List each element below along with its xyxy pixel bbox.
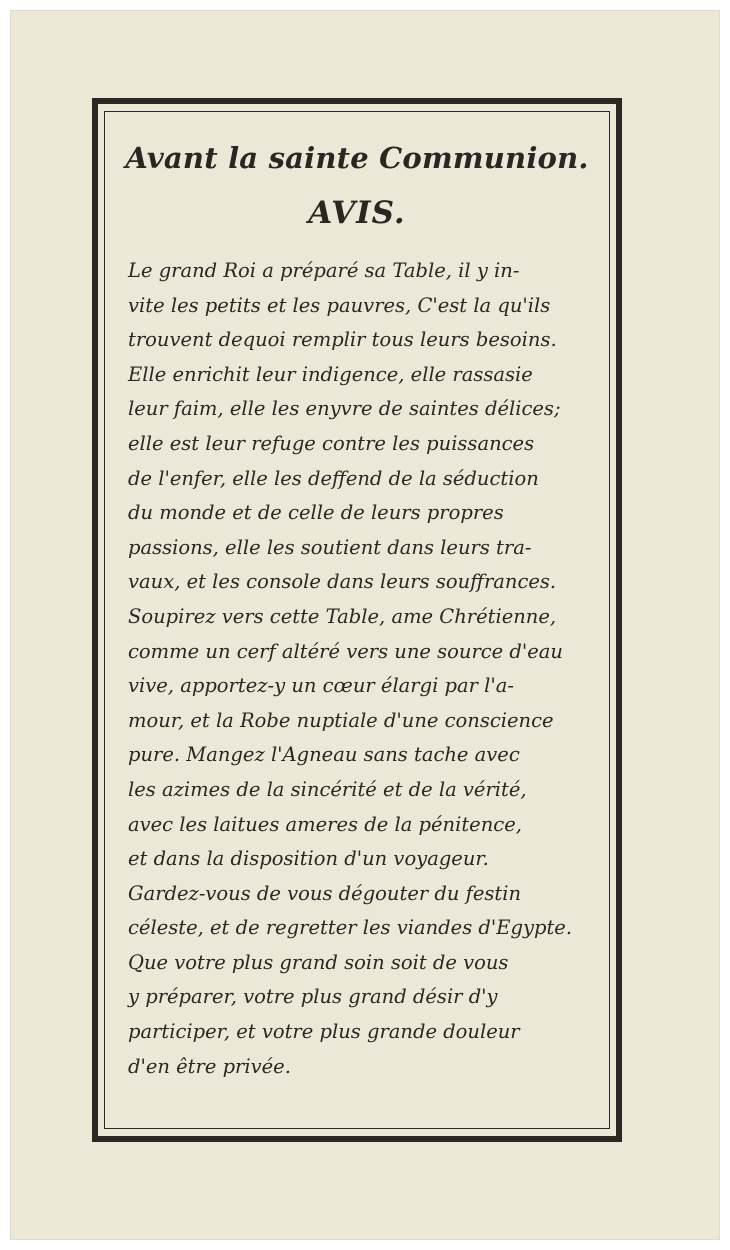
text-line: de l'enfer, elle les deffend de la séduction — [128, 466, 539, 490]
text-line: vite les petits et les pauvres, C'est la qu'ils — [128, 293, 551, 317]
text-line: vaux, et les console dans leurs souffrances. — [128, 570, 557, 594]
text-line: les azimes de la sincérité et de la vérité, — [128, 777, 527, 801]
text-line: comme un cerf altéré vers une source d'eau — [128, 639, 563, 663]
text-line: Le grand Roi a préparé sa Table, il y in- — [128, 259, 520, 282]
text-line: mour, et la Robe nuptiale d'une conscience — [128, 708, 554, 732]
page-title: Avant la sainte Communion. — [125, 141, 589, 175]
page-subtitle: AVIS. — [308, 195, 406, 231]
text-line: pure. Mangez l'Agneau sans tache avec — [128, 743, 520, 767]
text-line: participer, et votre plus grande douleur — [128, 1020, 520, 1044]
body-text — [128, 254, 608, 1084]
text-line: y préparer, votre plus grand désir d'y — [128, 985, 498, 1009]
text-line: trouvent dequoi remplir tous leurs besoins. — [128, 328, 557, 352]
text-line: passions, elle les soutient dans leurs tra- — [128, 535, 532, 559]
text-line: avec les laitues ameres de la pénitence, — [128, 812, 522, 836]
text-line: leur faim, elle les enyvre de saintes délices; — [128, 397, 561, 421]
text-line: du monde et de celle de leurs propres — [128, 501, 504, 525]
text-line: elle est leur refuge contre les puissances — [128, 431, 535, 455]
text-line: Soupirez vers cette Table, ame Chrétienne, — [128, 604, 557, 628]
text-line: Elle enrichit leur indigence, elle rassasie — [128, 362, 533, 386]
text-line: Gardez-vous de vous dégouter du festin — [128, 881, 522, 905]
text-line: Que votre plus grand soin soit de vous — [128, 950, 509, 974]
text-line: et dans la disposition d'un voyageur. — [128, 847, 489, 871]
text-line: vive, apportez-y un cœur élargi par l'a- — [128, 674, 514, 698]
text-line: d'en être privée. — [128, 1054, 291, 1078]
text-line: céleste, et de regretter les viandes d'Egypte. — [128, 916, 573, 940]
